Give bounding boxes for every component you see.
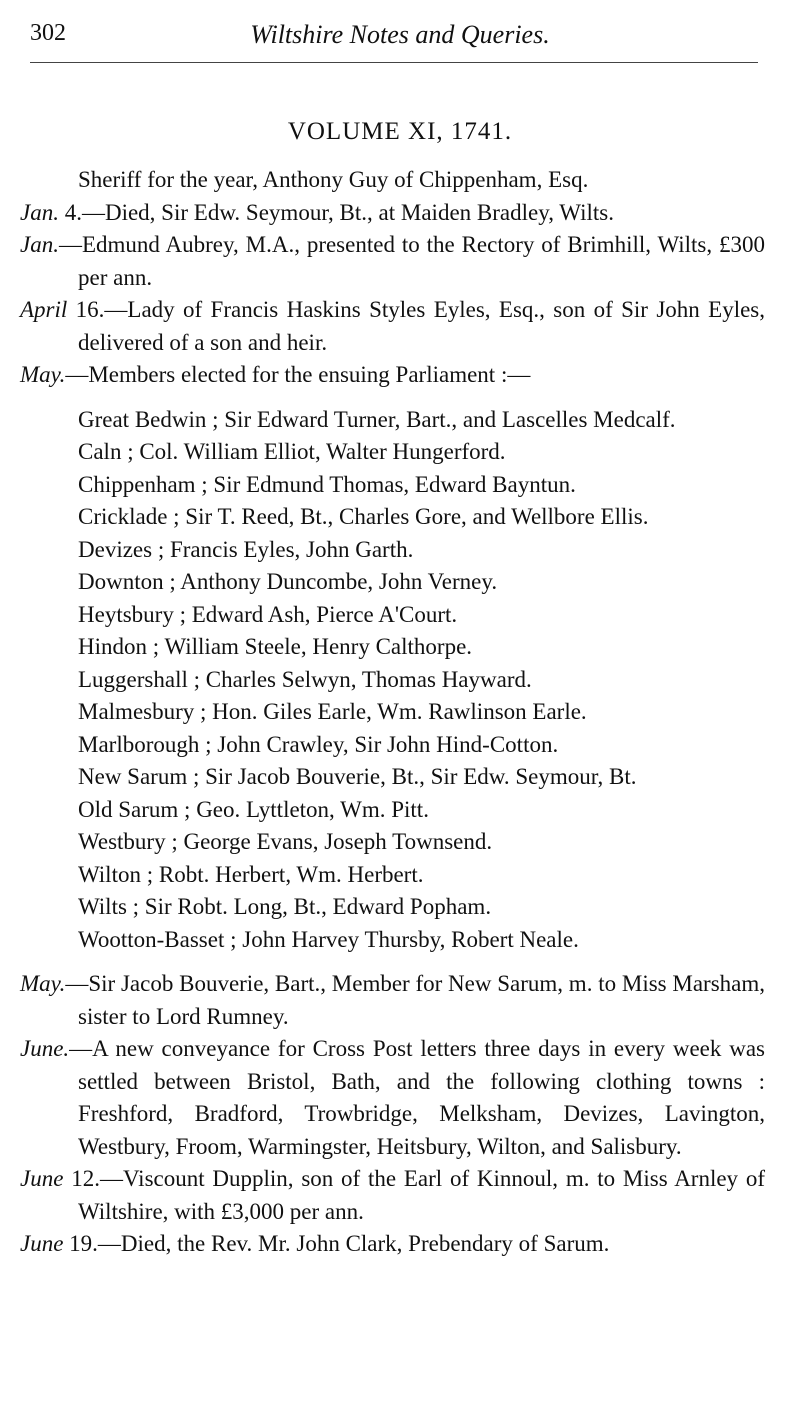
entry (20, 359, 765, 392)
entry-text: —Members elected for the ensuing Parliament :— (65, 362, 531, 387)
header-rule (30, 62, 758, 63)
entry (20, 1228, 765, 1261)
entry-text: 19.—Died, the Rev. Mr. John Clark, Prebendary of Sarum. (63, 1231, 610, 1256)
member-line: Downton ; Anthony Duncombe, John Verney. (78, 569, 498, 594)
entry-text: —A new conveyance for Cross Post letters three days in every week was settled between Bristol, Bath, and the following clothing towns : Freshford, Bradford, Trowbridge, Melksham, Devizes, Lavington, Westbury, Froom, Warmingster, Heitsbury, Wilton, and Salisbury. (69, 1036, 765, 1159)
volume-heading: VOLUME XI, 1741. (287, 118, 513, 145)
running-title: Wiltshire Notes and Queries. (250, 20, 550, 49)
members-list (20, 404, 765, 957)
member-line: Westbury ; George Evans, Joseph Townsend. (78, 829, 493, 854)
page-header (0, 18, 800, 58)
member-line: Malmesbury ; Hon. Giles Earle, Wm. Rawlinson Earle. (78, 699, 587, 724)
entry (20, 968, 765, 1033)
entry-text: 16.—Lady of Francis Haskins Styles Eyles, Esq., son of Sir John Eyles, delivered of a son and heir. (67, 297, 765, 355)
entry-date: May. (20, 362, 66, 387)
member-line: Chippenham ; Sir Edmund Thomas, Edward Bayntun. (78, 471, 576, 497)
member-line: Luggershall ; Charles Selwyn, Thomas Hayward. (78, 666, 532, 692)
entry-text: 4.—Died, Sir Edw. Seymour, Bt., at Maiden Bradley, Wilts. (58, 199, 614, 225)
page-body (20, 164, 765, 1261)
entry-date: June (20, 1166, 64, 1191)
member-line: Caln ; Col. William Elliot, Walter Hungerford. (78, 439, 506, 464)
member-line: Cricklade ; Sir T. Reed, Bt., Charles Gore, and Wellbore Ellis. (78, 504, 649, 529)
entry-date: June (20, 1231, 64, 1256)
entry-date: May. (20, 971, 66, 996)
member-line: Devizes ; Francis Eyles, John Garth. (78, 536, 414, 562)
member-line: Old Sarum ; Geo. Lyttleton, Wm. Pitt. (78, 796, 429, 822)
entry-text: 12.—Viscount Dupplin, son of the Earl of Kinnoul, m. to Miss Arnley of Wiltshire, with £3,000 per ann. (63, 1166, 765, 1224)
member-line: Great Bedwin ; Sir Edward Turner, Bart., and Lascelles Medcalf. (78, 406, 676, 432)
entry-date: June. (20, 1036, 70, 1061)
member-line: New Sarum ; Sir Jacob Bouverie, Bt., Sir Edw. Seymour, Bt. (78, 764, 637, 789)
entry (20, 197, 765, 230)
member-line: Wootton-Basset ; John Harvey Thursby, Robert Neale. (78, 926, 579, 952)
sheriff-line: Sheriff for the year, Anthony Guy of Chippenham, Esq. (78, 167, 589, 192)
member-line: Hindon ; William Steele, Henry Calthorpe. (78, 634, 473, 659)
entry-text: —Sir Jacob Bouverie, Bart., Member for New Sarum, m. to Miss Marsham, sister to Lord Rumney. (65, 971, 765, 1029)
member-line: Wilton ; Robt. Herbert, Wm. Herbert. (78, 861, 424, 887)
member-line: Marlborough ; John Crawley, Sir John Hind-Cotton. (78, 731, 559, 757)
entry-date: April (20, 297, 68, 322)
entry (20, 294, 765, 359)
entry (20, 229, 765, 294)
entry (20, 1033, 765, 1163)
member-line: Wilts ; Sir Robt. Long, Bt., Edward Popham. (78, 894, 492, 919)
entry-date: Jan. (20, 232, 59, 257)
entry-text: —Edmund Aubrey, M.A., presented to the Rectory of Brimhill, Wilts, £300 per ann. (58, 232, 765, 290)
page-number: 302 (30, 20, 66, 46)
entry-date: Jan. (20, 199, 59, 225)
entry (20, 1163, 765, 1228)
member-line: Heytsbury ; Edward Ash, Pierce A'Court. (78, 601, 458, 627)
